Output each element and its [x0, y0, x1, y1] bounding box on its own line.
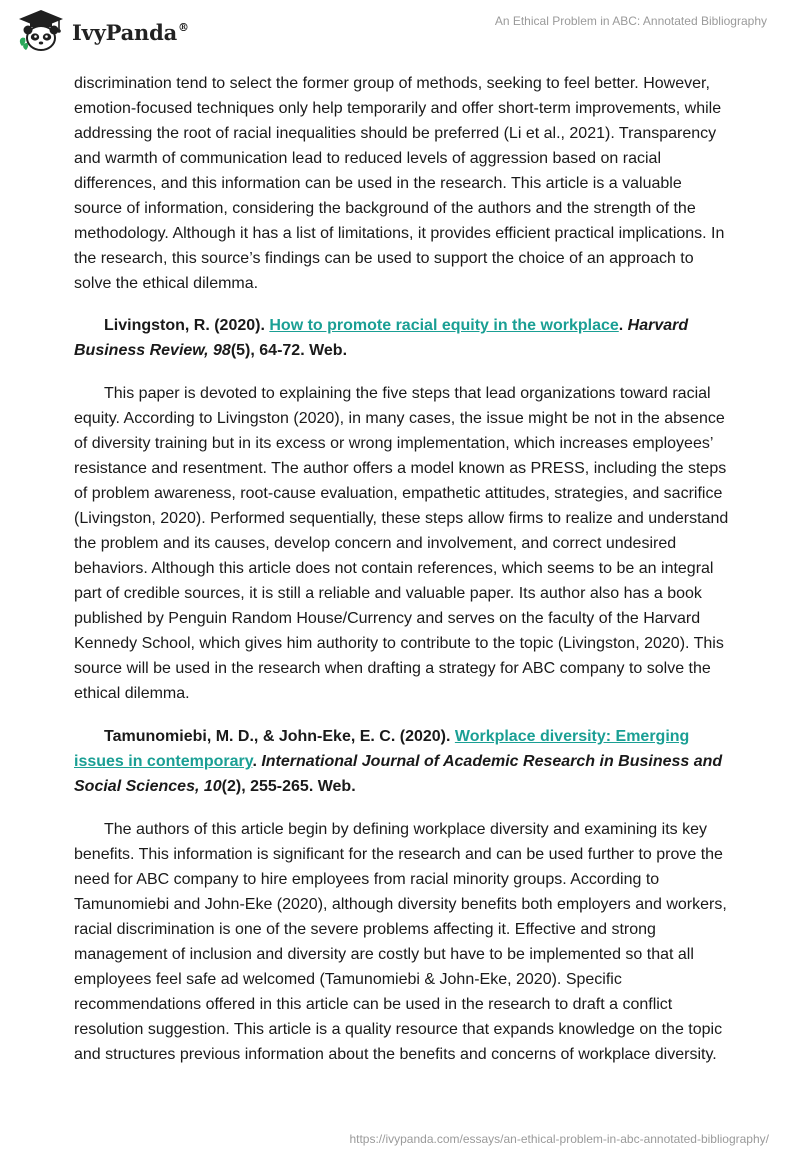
document-title: An Ethical Problem in ABC: Annotated Bibliography — [494, 14, 767, 28]
reference-link-tamunomiebi[interactable]: Workplace diversity: Emerging issues in contemporary — [74, 728, 690, 770]
page-header — [0, 0, 800, 64]
reference-tamunomiebi: Tamunomiebi, M. D., & John-Eke, E. C. (2020). Workplace diversity: Emerging issues in contemporary. International Journal of Academic Research in Business and Social Sciences, 10(2), 255-265. Web. — [74, 728, 723, 795]
annotation-paragraph-livingston: This paper is devoted to explaining the five steps that lead organizations toward racial equity. According to Livingston (2020), in many cases, the issue might be not in the absence of diversity training but in its excess or wrong implementation, which increases employees’ resistance and resentment. The author offers a model known as PRESS, including the steps of problem awareness, root-cause evaluation, empathetic attitudes, strategies, and sacrifice (Livingston, 2020). Performed sequentially, these steps allow firms to realize and understand the problem and its causes, develop concern and involvement, and correct undesired behaviors. Although this article does not contain references, which seems to be an integral part of credible sources, it is still a reliable and valuable paper. Its author also has a book published by Penguin Random House/Currency and serves on the faculty of the Harvard Kennedy School, which gives him authority to contribute to the topic (Livingston, 2020). This source will be used in the research when drafting a strategy for ABC company to solve the ethical dilemma. — [74, 385, 729, 702]
document-body — [74, 71, 734, 1085]
annotation-paragraph-tamunomiebi: The authors of this article begin by defining workplace diversity and examining its key benefits. This information is significant for the research and can be used further to prove the need for ABC company to hire employees from racial minority groups. According to Tamunomiebi and John-Eke (2020), although diversity benefits both employers and workers, racial discrimination is one of the severe problems affecting it. Effective and strong management of inclusion and diversity are costly but have to be implemented so that all employees feel safe ad welcomed (Tamunomiebi & John-Eke, 2020). Specific recommendations offered in this article can be used in the research to draft a conflict resolution suggestion. This article is a quality resource that expands knowledge on the topic and structures previous information about the benefits and concerns of workplace diversity. — [74, 821, 727, 1063]
continued-paragraph: discrimination tend to select the former group of methods, seeking to feel better. However, emotion-focused techniques only help temporarily and offer short-term improvements, while addressing the root of racial inequalities should be preferred (Li et al., 2021). Transparency and warmth of communication lead to reduced levels of aggression based on racial differences, and this information can be used in the research. This article is a valuable source of information, considering the background of the authors and the strength of the methodology. Although it has a list of limitations, it provides efficient practical implications. In the research, this source’s findings can be used to support the choice of an approach to solve the ethical dilemma. — [74, 75, 725, 292]
source-url[interactable]: https://ivypanda.com/essays/an-ethical-problem-in-abc-annotated-bibliography/ — [349, 1132, 769, 1146]
brand-name: IvyPanda® — [72, 19, 189, 45]
reference-link-livingston[interactable]: How to promote racial equity in the workplace — [269, 317, 619, 334]
reference-livingston: Livingston, R. (2020). How to promote racial equity in the workplace. Harvard Business Review, 98(5), 64-72. Web. — [74, 317, 689, 359]
ivypanda-logo[interactable] — [16, 8, 189, 52]
panda-mortarboard-icon — [16, 8, 66, 52]
